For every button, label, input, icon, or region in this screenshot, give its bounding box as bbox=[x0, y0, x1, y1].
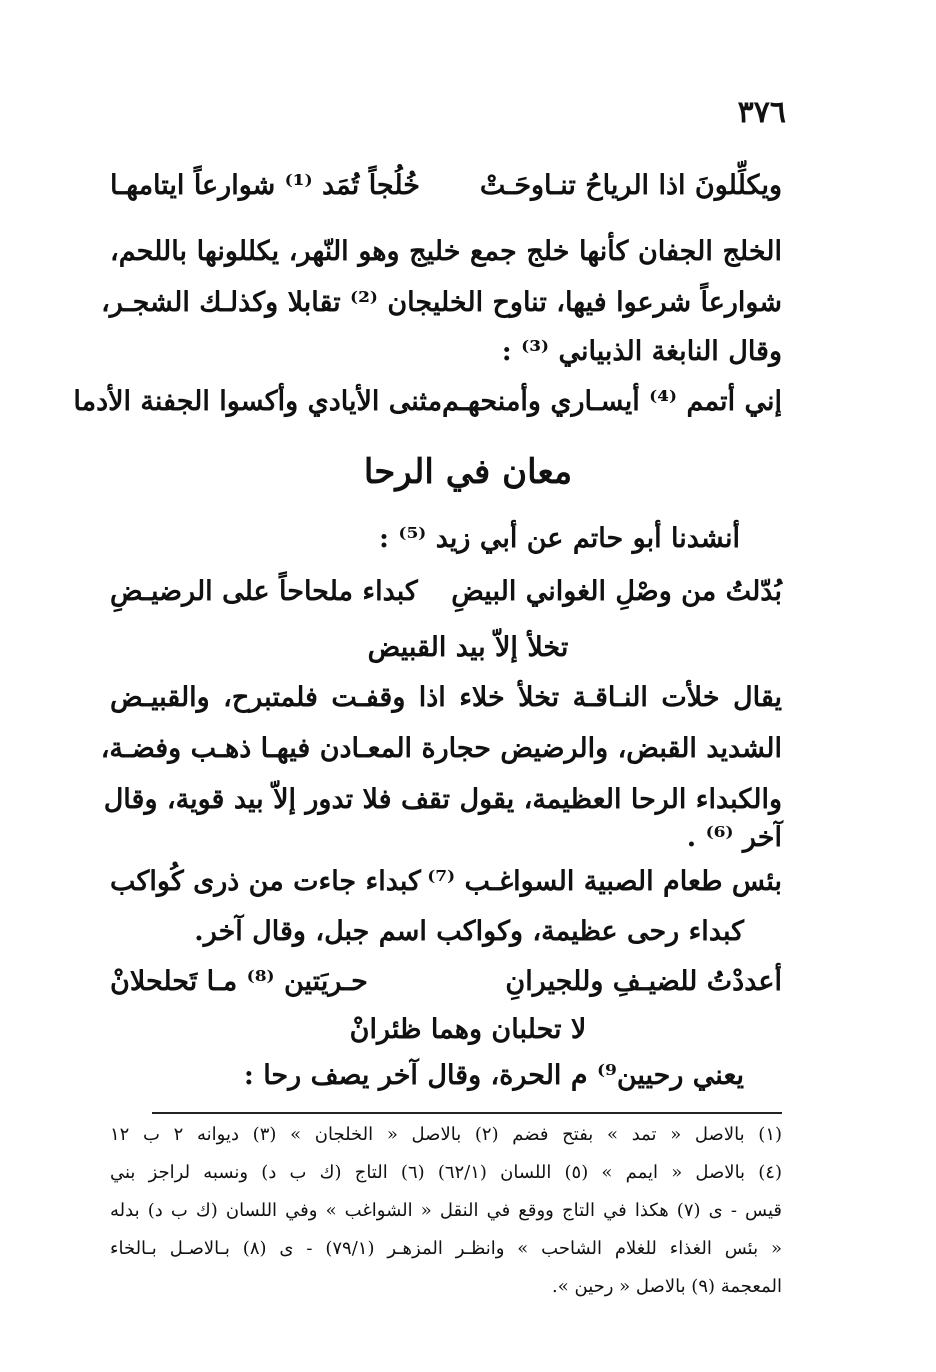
paragraph-line: كبداء رحى عظيمة، وكواكب اسم جبل، وقال آخر. bbox=[194, 916, 744, 947]
paragraph-line: شوارعاً شرعوا فيها، تناوح الخليجان ⁽²⁾ تقابلا وكذلـك الشجـر، bbox=[101, 287, 782, 318]
page-number: ٣٧٦ bbox=[737, 95, 786, 130]
verse-line-1 bbox=[110, 170, 782, 201]
verse-hemistich-left: كبداء ملحاحاً على الرضيـضِ bbox=[110, 576, 418, 607]
paragraph-line: آخر ⁽⁶⁾ . bbox=[686, 822, 782, 853]
footnote-line: (١) بالاصل « تمد » بفتح فضم (٢) بالاصل « الخلجان » (٣) ديوانه ٢ ب ١٢ bbox=[110, 1124, 783, 1145]
paragraph-line: يقال خلأت النـاقـة تخلأ خلاء اذا وقفـت فلمتبرح، والقبيـض bbox=[110, 682, 782, 713]
footnote-line: قيس - ى (٧) هكذا في التاج ووقع في النقل « الشواغب » وفي اللسان (ك ب د) بدله bbox=[110, 1200, 782, 1221]
paragraph-line: الشديد القبض، والرضيض حجارة المعـادن فيهـا ذهـب وفضـة، bbox=[100, 733, 782, 764]
verse-line-5 bbox=[110, 966, 782, 997]
verse-hemistich-left: كبداء جاءت من ذرى كُواكب bbox=[110, 866, 421, 897]
verse-hemistich-right: إني أتمم ⁽⁴⁾ أيسـاري وأمنحهـم bbox=[442, 386, 782, 417]
verse-line-3 bbox=[110, 576, 782, 607]
paragraph-line: يعني رحيين⁹⁾ م الحرة، وقال آخر يصف رحا : bbox=[243, 1060, 744, 1091]
verse-line-4 bbox=[110, 866, 782, 897]
verse-hemistich-right: ويكلِّلونَ اذا الرياحُ تنـاوحَـتْ bbox=[479, 170, 782, 201]
verse-hemistich-right: أعددْتُ للضيـفِ وللجيرانِ bbox=[505, 966, 782, 997]
verse-line-5b: لا تحلبان وهما ظئرانْ bbox=[349, 1014, 587, 1045]
verse-hemistich-left: حـريَتين ⁽⁸⁾ مـا تَحلحلانْ bbox=[110, 966, 368, 997]
paragraph-line: وقال النابغة الذبياني ⁽³⁾ : bbox=[501, 336, 782, 367]
intro-line: أنشدنا أبو حاتم عن أبي زيد ⁽⁵⁾ : bbox=[379, 523, 740, 554]
verse-hemistich-right: بئس طعام الصبية السواغـب ⁽⁷⁾ bbox=[427, 866, 782, 897]
footnote-separator bbox=[152, 1112, 782, 1114]
paragraph-line: الخلج الجفان كأنها خلج جمع خليج وهو النّهر، يكللونها باللحم، bbox=[110, 236, 782, 267]
footnote-line: المعجمة (٩) بالاصل « رحين ». bbox=[552, 1276, 782, 1297]
verse-line-3b: تخلأ إلاّ بيد القبيض bbox=[367, 632, 569, 663]
section-heading: معان في الرحا bbox=[363, 452, 573, 492]
paragraph-line: والكبداء الرحا العظيمة، يقول تقف فلا تدور إلاّ بيد قوية، وقال bbox=[103, 784, 782, 815]
footnote-line: « بئس الغذاء للغلام الشاحب » وانظـر المزهـر (٧٩/١) - ى (٨) بـالاصـل بـالخاء bbox=[110, 1238, 783, 1259]
verse-hemistich-left: مثنى الأيادي وأكسوا الجفنة الأدما bbox=[73, 386, 443, 417]
verse-hemistich-right: بُدّلتُ من وصْلِ الغواني البيضِ bbox=[451, 576, 782, 607]
verse-line-2 bbox=[73, 386, 782, 417]
verse-hemistich-left: خُلُجاً تُمَد ⁽¹⁾ شوارعاً ايتامهـا bbox=[110, 170, 420, 201]
footnote-line: (٤) بالاصل « ايمم » (٥) اللسان (٦٢/١) (٦) التاج (ك ب د) ونسبه لراجز بني bbox=[110, 1162, 782, 1183]
